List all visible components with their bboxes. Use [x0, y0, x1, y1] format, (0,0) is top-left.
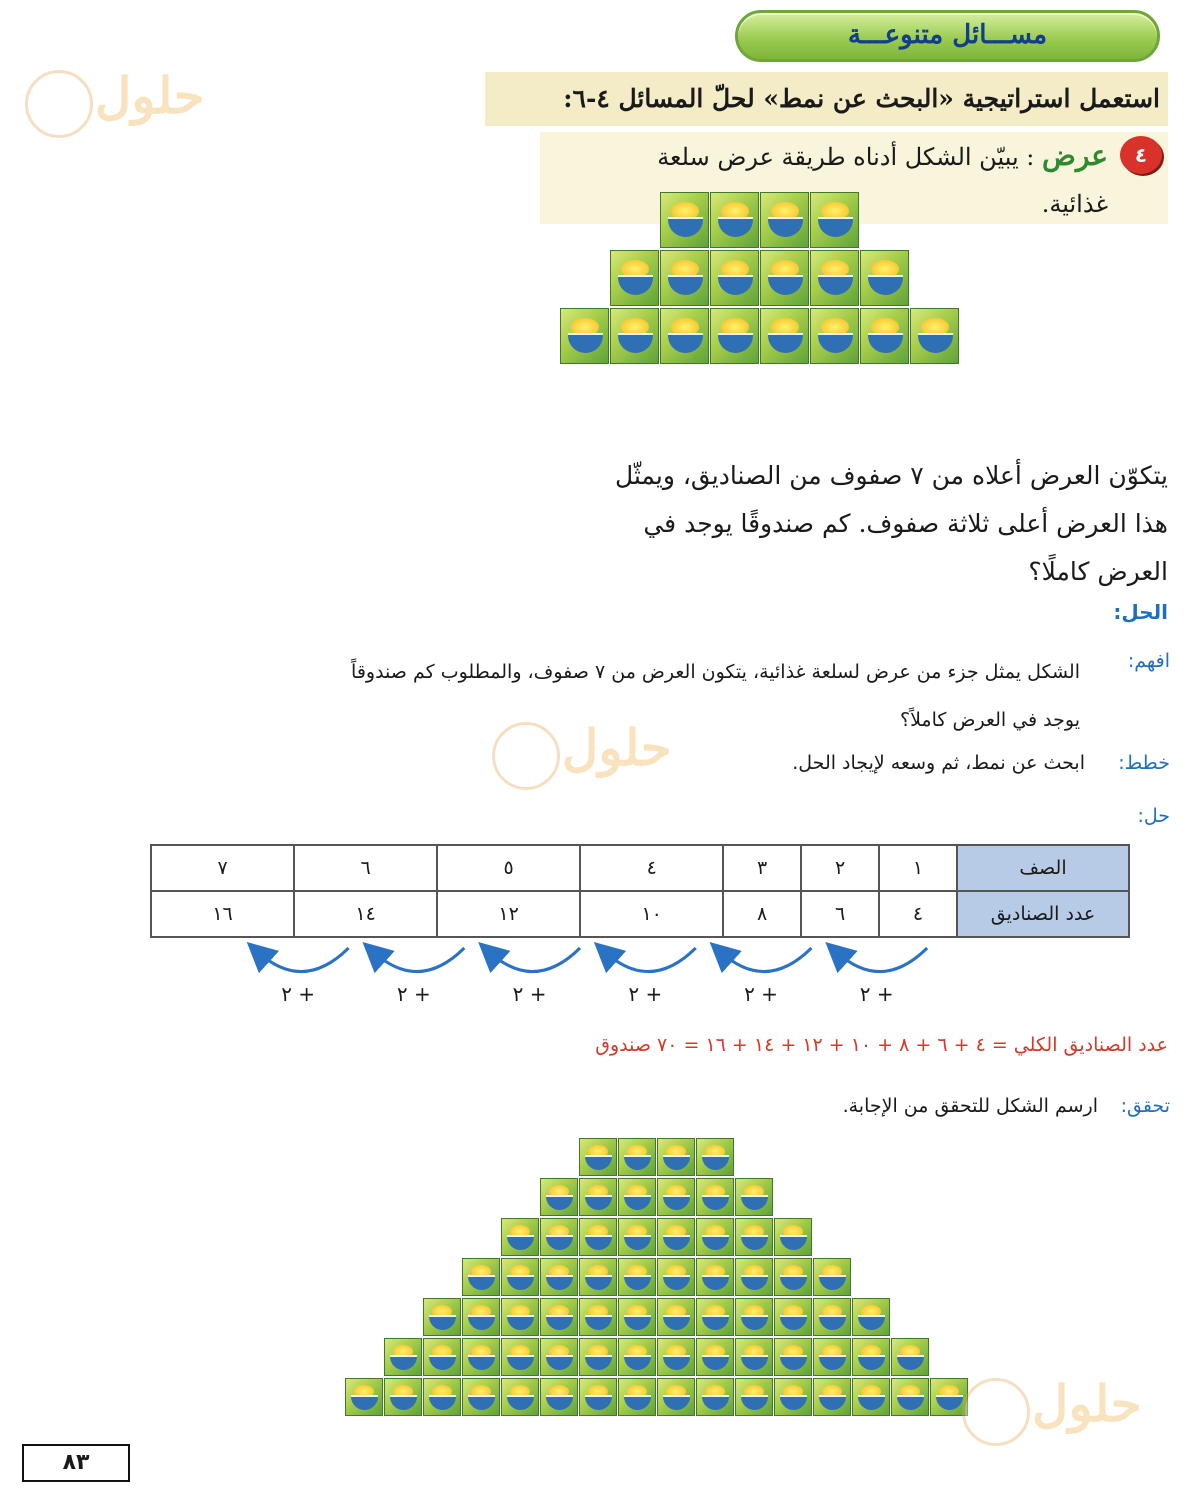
crate-box [579, 1178, 617, 1216]
understand-line1: الشكل يمثل جزء من عرض لسلعة غذائية، يتكون العرض من ٧ صفوف، والمطلوب كم صندوقاً [351, 661, 1080, 683]
crate-box [774, 1298, 812, 1336]
crate-box [696, 1218, 734, 1256]
crate-box [579, 1338, 617, 1376]
watermark-logo [962, 1368, 1162, 1448]
crate-box [813, 1378, 851, 1416]
increment-label: + ٢ [628, 982, 663, 1006]
crate-box [810, 192, 859, 248]
crate-box [618, 1258, 656, 1296]
crate-box [891, 1338, 929, 1376]
increment-label: + ٢ [396, 982, 431, 1006]
watermark-circle-icon [492, 722, 560, 790]
increment-arrow [489, 948, 580, 972]
question-line3: العرض كاملًا؟ [1028, 557, 1168, 586]
crate-box [735, 1258, 773, 1296]
table-cell: ٤ [879, 891, 957, 937]
crate-box [540, 1378, 578, 1416]
crate-box [735, 1298, 773, 1336]
crate-box [618, 1138, 656, 1176]
increment-label: + ٢ [512, 982, 547, 1006]
increment-arrow [721, 948, 812, 972]
crate-box [579, 1298, 617, 1336]
crate-box [657, 1338, 695, 1376]
crate-box [910, 308, 959, 364]
crate-box [540, 1218, 578, 1256]
crate-box [462, 1378, 500, 1416]
crate-box [810, 250, 859, 306]
check-text: ارسم الشكل للتحقق من الإجابة. [842, 1095, 1098, 1117]
crate-box [579, 1138, 617, 1176]
crate-box [618, 1338, 656, 1376]
watermark-text: حلول [562, 718, 672, 777]
crate-box [610, 250, 659, 306]
check-label: تحقق: [1120, 1095, 1170, 1117]
crate-box [710, 250, 759, 306]
crate-box [657, 1218, 695, 1256]
table-header-count: عدد الصناديق [957, 891, 1129, 937]
crate-box [852, 1378, 890, 1416]
crate-box [710, 308, 759, 364]
increment-arrow [374, 948, 465, 972]
crate-box [657, 1258, 695, 1296]
table-cell: ٣ [723, 845, 801, 891]
problem-number-badge: ٤ [1120, 136, 1162, 174]
full-pyramid-figure [345, 1138, 975, 1422]
table-cell: ١٠ [580, 891, 723, 937]
table-cell: ٦ [801, 891, 879, 937]
increment-label: + ٢ [744, 982, 778, 1006]
watermark-circle-icon [962, 1378, 1030, 1446]
table-cell: ٦ [294, 845, 437, 891]
crate-box [501, 1338, 539, 1376]
crate-box [735, 1218, 773, 1256]
pattern-table [150, 844, 1130, 938]
question-line2: هذا العرض أعلى ثلاثة صفوف. كم صندوقًا يوجد في [643, 509, 1168, 538]
crate-box [462, 1298, 500, 1336]
crate-box [579, 1218, 617, 1256]
crate-box [423, 1338, 461, 1376]
crate-box [657, 1378, 695, 1416]
crate-box [852, 1298, 890, 1336]
crate-box [345, 1378, 383, 1416]
crate-box [735, 1178, 773, 1216]
crate-box [860, 308, 909, 364]
crate-box [760, 192, 809, 248]
crate-box [891, 1378, 929, 1416]
plan-text: ابحث عن نمط، ثم وسعه لإيجاد الحل. [792, 752, 1085, 774]
crate-box [579, 1378, 617, 1416]
solution-heading: الحل: [1113, 600, 1168, 624]
watermark-logo [492, 712, 692, 792]
crate-box [813, 1258, 851, 1296]
increment-label: + ٢ [281, 982, 316, 1006]
crate-box [696, 1338, 734, 1376]
crate-box [540, 1338, 578, 1376]
table-cell: ٤ [580, 845, 723, 891]
crate-box [696, 1178, 734, 1216]
question-line1: يتكوّن العرض أعلاه من ٧ صفوف من الصناديق، ويمثّل [614, 461, 1168, 490]
table-header-row: الصف [957, 845, 1129, 891]
crate-box [774, 1258, 812, 1296]
table-row-counts [151, 891, 1129, 937]
crate-box [618, 1298, 656, 1336]
understand-line2: يوجد في العرض كاملاً؟ [900, 709, 1080, 731]
crate-box [657, 1178, 695, 1216]
page-number: ٨٣ [22, 1444, 130, 1482]
crate-box [774, 1378, 812, 1416]
crate-box [560, 308, 609, 364]
crate-box [384, 1378, 422, 1416]
crate-box [384, 1338, 422, 1376]
watermark-text: حلول [95, 66, 205, 125]
question-text [500, 452, 1168, 596]
increment-label: + ٢ [859, 982, 894, 1006]
crate-box [774, 1338, 812, 1376]
crate-box [710, 192, 759, 248]
crate-box [423, 1378, 461, 1416]
table-cell: ٢ [801, 845, 879, 891]
problem-text: : يبيّن الشكل أدناه طريقة عرض سلعة [657, 143, 1035, 171]
crate-box [760, 308, 809, 364]
strategy-instruction: استعمل استراتيجية «البحث عن نمط» لحلّ المسائل ٤-٦: [563, 84, 1160, 113]
crate-box [735, 1378, 773, 1416]
crate-box [735, 1338, 773, 1376]
crate-box [657, 1298, 695, 1336]
crate-box [760, 250, 809, 306]
crate-display-figure [560, 192, 970, 370]
table-cell: ٥ [437, 845, 580, 891]
understand-label: افهم: [1127, 650, 1170, 672]
crate-box [696, 1258, 734, 1296]
plan-label: خطط: [1118, 752, 1170, 774]
crate-box [618, 1218, 656, 1256]
crate-box [540, 1178, 578, 1216]
crate-box [501, 1218, 539, 1256]
crate-box [462, 1258, 500, 1296]
crate-box [423, 1298, 461, 1336]
section-title: مســـائل متنوعـــة [847, 20, 1048, 50]
crate-box [618, 1178, 656, 1216]
table-cell: ١٤ [294, 891, 437, 937]
increment-arrow [605, 948, 696, 972]
increment-arrow [258, 948, 349, 972]
increment-arrows [150, 938, 1130, 1018]
increment-arrow [836, 948, 927, 972]
crate-box [579, 1258, 617, 1296]
crate-box [696, 1378, 734, 1416]
crate-box [462, 1338, 500, 1376]
total-calculation: عدد الصناديق الكلي = ٤ + ٦ + ٨ + ١٠ + ١٢ + ١٤ + ١٦ = ٧٠ صندوق [595, 1034, 1168, 1056]
crate-box [610, 308, 659, 364]
table-row-rows [151, 845, 1129, 891]
crate-box [860, 250, 909, 306]
solve-label: حل: [1137, 805, 1170, 827]
crate-box [660, 250, 709, 306]
crate-box [657, 1138, 695, 1176]
crate-box [813, 1338, 851, 1376]
crate-box [501, 1298, 539, 1336]
problem-statement-line1 [540, 134, 1108, 178]
watermark-circle-icon [25, 70, 93, 138]
crate-box [696, 1298, 734, 1336]
table-cell: ١ [879, 845, 957, 891]
crate-box [540, 1298, 578, 1336]
crate-box [501, 1378, 539, 1416]
watermark-logo [25, 62, 225, 142]
problem-statement-line2: غذائية. [1041, 190, 1108, 218]
crate-box [852, 1338, 890, 1376]
crate-box [660, 192, 709, 248]
crate-box [696, 1138, 734, 1176]
table-cell: ٧ [151, 845, 294, 891]
crate-box [501, 1258, 539, 1296]
crate-box [618, 1378, 656, 1416]
crate-box [660, 308, 709, 364]
crate-box [540, 1258, 578, 1296]
table-cell: ١٢ [437, 891, 580, 937]
problem-label: عرض [1041, 139, 1108, 172]
crate-box [810, 308, 859, 364]
table-cell: ٨ [723, 891, 801, 937]
table-cell: ١٦ [151, 891, 294, 937]
crate-box [774, 1218, 812, 1256]
crate-box [813, 1298, 851, 1336]
watermark-text: حلول [1032, 1374, 1142, 1433]
